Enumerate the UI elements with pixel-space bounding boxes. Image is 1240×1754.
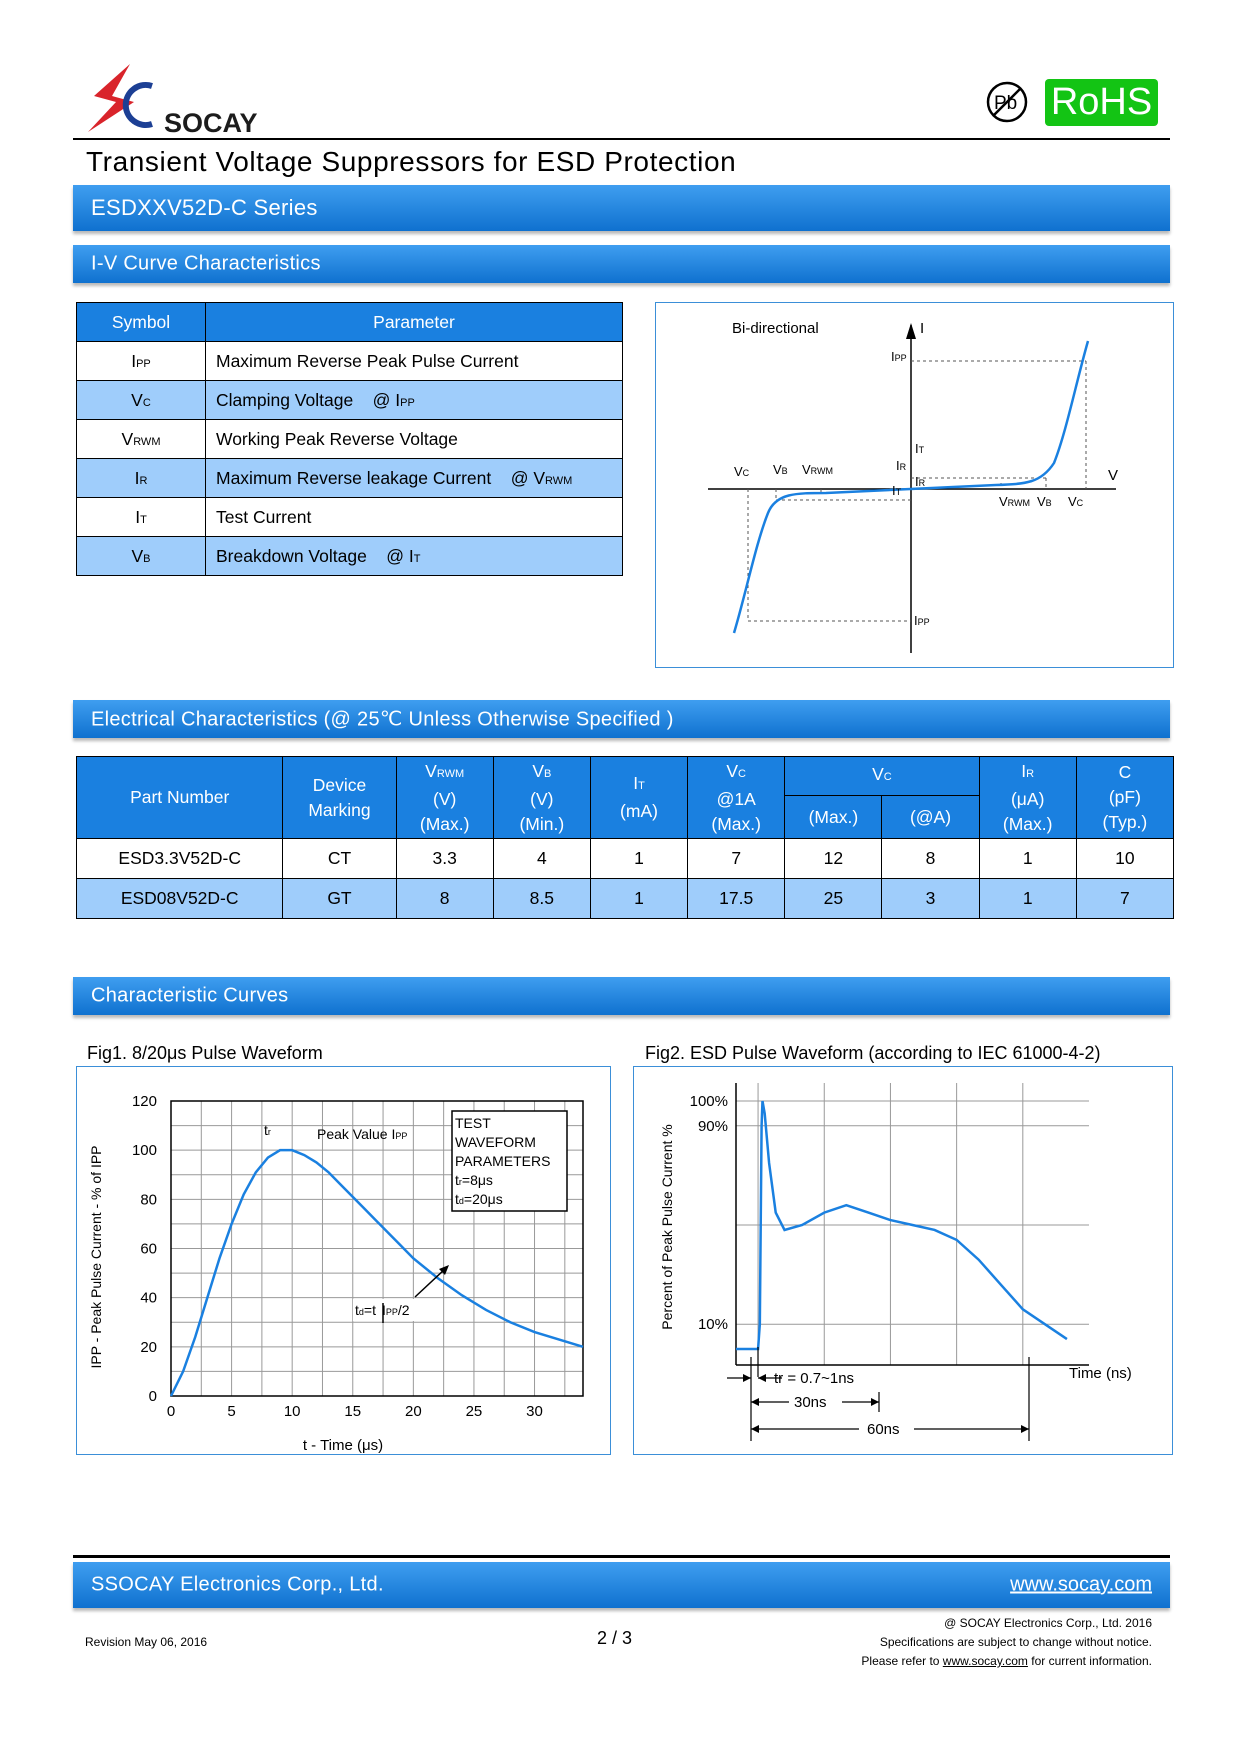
revision-text: Revision May 06, 2016	[85, 1635, 208, 1649]
svg-text:td=20μs: td=20μs	[455, 1191, 503, 1207]
page-number: 2 / 3	[597, 1628, 633, 1648]
page-title: Transient Voltage Suppressors for ESD Protection	[86, 146, 737, 177]
table-row: ESD08V52D-C GT 8 8.5 1 17.5 25 3 1 7	[77, 879, 1174, 919]
x-tick-label: 15	[344, 1403, 362, 1420]
table-row: IT Test Current	[77, 498, 623, 537]
fig1-tr-label: tr	[264, 1122, 271, 1138]
fig2-tr-label: tr = 0.7~1ns	[774, 1370, 855, 1387]
footer-company: SSOCAY Electronics Corp., Ltd.	[91, 1573, 384, 1596]
svg-text:IT: IT	[892, 483, 902, 498]
iv-section-title: I-V Curve Characteristics	[91, 252, 321, 275]
footer-url-link[interactable]: www.socay.com	[1010, 1573, 1152, 1596]
fig2-ylabel: Percent of Peak Pulse Current %	[659, 1124, 675, 1330]
y-tick-label: 20	[140, 1338, 157, 1356]
socay-logo	[82, 58, 282, 138]
svg-text:tr=8μs: tr=8μs	[455, 1172, 493, 1188]
x-tick-label: 10	[283, 1403, 301, 1420]
fig2-title: Fig2. ESD Pulse Waveform (according to IEC 61000-4-2)	[645, 1043, 1101, 1063]
rohs-badge: RoHS	[1045, 79, 1158, 126]
elec-section-title: Electrical Characteristics (@ 25℃ Unless Otherwise Specified )	[91, 708, 674, 731]
svg-text:PARAMETERS: PARAMETERS	[455, 1153, 551, 1169]
vb-header: VB (V) (Min.)	[493, 757, 590, 839]
refer-link[interactable]: www.socay.com	[942, 1654, 1028, 1668]
svg-text:IT: IT	[915, 441, 925, 456]
table-row: VB Breakdown Voltage @ IT	[77, 537, 623, 576]
parameter-header: Parameter	[206, 303, 623, 342]
fig1-peak-label: Peak Value IPP	[317, 1126, 408, 1142]
table-row: IR Maximum Reverse leakage Current @ VRWM	[77, 459, 623, 498]
series-bar	[73, 185, 1170, 231]
svg-text:IR: IR	[915, 474, 926, 489]
y-tick-label: 0	[148, 1388, 157, 1405]
x-tick-label: 20	[405, 1403, 422, 1420]
footer-rule	[73, 1555, 1170, 1558]
y-tick-label: 80	[140, 1191, 157, 1209]
elec-section-bar	[73, 700, 1170, 738]
fig2-chart	[633, 1066, 1173, 1455]
curves-section-title: Characteristic Curves	[91, 984, 289, 1007]
svg-text:TEST: TEST	[455, 1115, 491, 1131]
fig1-td-label: td=t IPP/2	[355, 1302, 410, 1318]
curves-section-bar	[73, 977, 1170, 1015]
fig2-30ns-label: 30ns	[794, 1394, 827, 1411]
svg-text:VC: VC	[1068, 494, 1084, 509]
table-row: ESD3.3V52D-C CT 3.3 4 1 7 12 8 1 10	[77, 839, 1174, 879]
x-tick-label: 0	[166, 1403, 176, 1420]
fig2-xlabel: Time (ns)	[1069, 1365, 1132, 1382]
y-tick-label: 40	[140, 1289, 157, 1307]
fig1-xlabel: t - Time (μs)	[302, 1437, 384, 1454]
vc1-header: VC @1A (Max.)	[688, 757, 785, 839]
x-tick-label: 25	[465, 1403, 483, 1420]
fig1-chart	[76, 1066, 611, 1455]
table-row: VC Clamping Voltage @ IPP	[77, 381, 623, 420]
c-header: C (pF) (Typ.)	[1076, 757, 1173, 839]
svg-text:IPP: IPP	[914, 613, 930, 628]
svg-text:VRWM: VRWM	[802, 462, 834, 477]
fig1-title: Fig1. 8/20μs Pulse Waveform	[87, 1043, 323, 1063]
svg-text:IR: IR	[896, 458, 907, 473]
x-tick-label: 5	[227, 1403, 236, 1420]
footer-notes: @ SOCAY Electronics Corp., Ltd. 2016 Specifications are subject to change without notice. Please refer to www.socay.com for current information.	[861, 1616, 1152, 1668]
y-tick-label: 120	[131, 1093, 157, 1110]
table-row: VRWM Working Peak Reverse Voltage	[77, 420, 623, 459]
pb-free-icon	[985, 80, 1029, 124]
svg-text:VB: VB	[773, 462, 788, 477]
ir-header: IR (μA) (Max.)	[979, 757, 1076, 839]
y-tick-label: 100%	[689, 1093, 728, 1110]
header-rule	[73, 138, 1170, 140]
iv-diagram	[655, 302, 1174, 668]
marking-header: Device Marking	[283, 757, 396, 839]
part-number-header: Part Number	[77, 757, 283, 839]
table-row: IPP Maximum Reverse Peak Pulse Current	[77, 342, 623, 381]
symbol-header: Symbol	[77, 303, 206, 342]
series-title: ESDXXV52D-C Series	[91, 195, 318, 220]
svg-text:VC: VC	[734, 464, 750, 479]
svg-text:I: I	[920, 320, 925, 337]
it-header: IT (mA)	[590, 757, 687, 839]
fig1-ylabel: IPP - Peak Pulse Current - % of IPP	[88, 1145, 104, 1369]
brand-name: SOCAY	[164, 108, 258, 138]
svg-text:Pb: Pb	[994, 93, 1018, 114]
y-tick-label: 100	[131, 1142, 157, 1160]
iv-section-bar	[73, 245, 1170, 283]
svg-text:VRWM: VRWM	[999, 494, 1031, 509]
electrical-table: Part Number Device Marking VRWM (V) (Max.) VB (V) (Min.) IT (mA) VC @1A (Max.) VC IR (μA) (Max.) C (pF) (Typ.) (Max.) (@A) ESD3.3V52D-C CT 3.3 4 1 7 12 8 1 10 ESD08V52D-C GT 8 8.5 1 17.5 25 3 1 7	[76, 756, 1174, 919]
svg-text:V: V	[1108, 467, 1119, 484]
vc2-header: VC	[785, 757, 979, 796]
svg-text:WAVEFORM: WAVEFORM	[455, 1134, 536, 1150]
footer-bar	[73, 1562, 1170, 1608]
symbol-table	[76, 302, 623, 576]
y-tick-label: 90%	[697, 1117, 728, 1135]
y-tick-label: 10%	[697, 1316, 728, 1334]
fig2-60ns-label: 60ns	[867, 1421, 900, 1438]
svg-text:VB: VB	[1037, 494, 1052, 509]
x-tick-label: 30	[526, 1403, 543, 1420]
bidirectional-label: Bi-directional	[732, 320, 819, 337]
svg-text:IPP: IPP	[891, 349, 907, 364]
vrwm-header: VRWM (V) (Max.)	[396, 757, 493, 839]
y-tick-label: 60	[140, 1240, 157, 1258]
